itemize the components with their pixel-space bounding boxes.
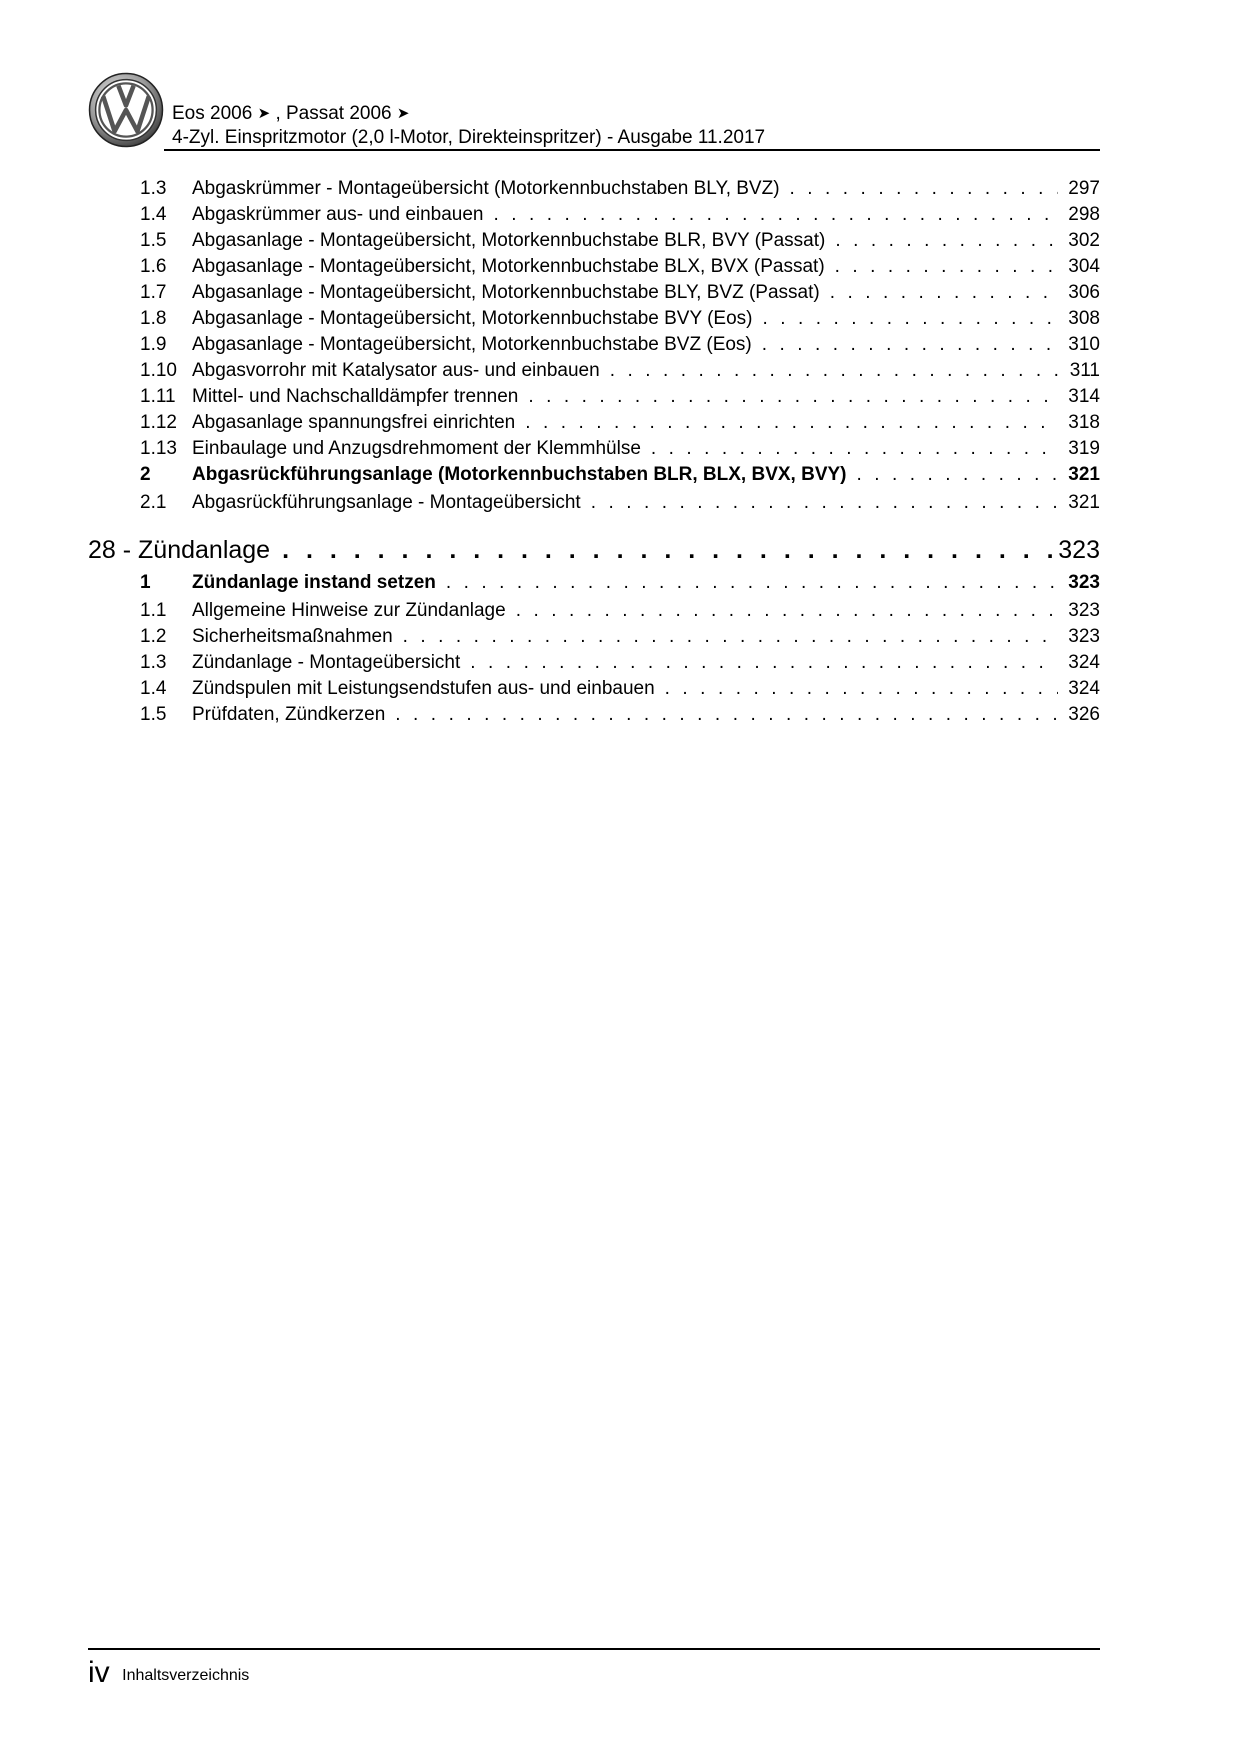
toc-entry[interactable]: 1.12 Abgasanlage spannungsfrei einrichten . . . 318: [88, 410, 1100, 436]
toc-entry[interactable]: 1.6 Abgasanlage - Montageübersicht, Motorkennbuchstabe BLX, BVX (Passat) . . . 304: [88, 254, 1100, 280]
dot-leader: [835, 254, 1058, 280]
dot-leader: [665, 676, 1058, 702]
toc-entry[interactable]: 1.5 Abgasanlage - Montageübersicht, Motorkennbuchstabe BLR, BVY (Passat) . . . 302: [88, 228, 1100, 254]
toc-entry[interactable]: 1.7 Abgasanlage - Montageübersicht, Motorkennbuchstabe BLY, BVZ (Passat) . . . 306: [88, 280, 1100, 306]
toc-entry[interactable]: 1.4 Zündspulen mit Leistungsendstufen aus- und einbauen . . . 324: [88, 676, 1100, 702]
dot-leader: [395, 702, 1058, 728]
toc-entry[interactable]: 1.2 Sicherheitsmaßnahmen . . . 323: [88, 624, 1100, 650]
dot-leader: [830, 280, 1058, 306]
toc-entry[interactable]: 1.11 Mittel- und Nachschalldämpfer trennen . . . 314: [88, 384, 1100, 410]
toc-entry-section[interactable]: 2 Abgasrückführungsanlage (Motorkennbuchstaben BLR, BLX, BVX, BVY) . . . 321: [88, 462, 1100, 490]
toc-entry[interactable]: 1.10 Abgasvorrohr mit Katalysator aus- und einbauen . . . 311: [88, 358, 1100, 384]
header-text: [172, 102, 765, 149]
footer-label: Inhaltsverzeichnis: [122, 1667, 250, 1684]
vw-logo: [88, 72, 164, 148]
dot-leader: [470, 650, 1058, 676]
footer-rule: [88, 1648, 1100, 1650]
table-of-contents: [88, 176, 1100, 728]
page-header: [88, 72, 1100, 152]
toc-entry-section[interactable]: 1 Zündanlage instand setzen . . . 323: [88, 570, 1100, 598]
header-subtitle: 4-Zyl. Einspritzmotor (2,0 l-Motor, Direkteinspritzer) - Ausgabe 11.2017: [172, 127, 766, 148]
dot-leader: [528, 384, 1058, 410]
dot-leader: [525, 410, 1058, 436]
page-footer: [88, 1656, 249, 1690]
toc-entry[interactable]: 1.13 Einbaulage und Anzugsdrehmoment der Klemmhülse . . . 319: [88, 436, 1100, 462]
toc-entry[interactable]: 1.3 Zündanlage - Montageübersicht . . . 324: [88, 650, 1100, 676]
header-models: Eos 2006 ➤ , Passat 2006 ➤: [172, 103, 410, 124]
toc-entry[interactable]: 1.1 Allgemeine Hinweise zur Zündanlage . . . 323: [88, 598, 1100, 624]
arrow-right-icon: ➤: [396, 105, 410, 122]
dot-leader: [516, 598, 1058, 624]
toc-entry[interactable]: 1.3 Abgaskrümmer - Montageübersicht (Motorkennbuchstaben BLY, BVZ) . . . 297: [88, 176, 1100, 202]
dot-leader: [610, 358, 1058, 384]
dot-leader: [282, 530, 1052, 570]
dot-leader: [790, 176, 1058, 202]
dot-leader: [591, 490, 1058, 516]
toc-entry[interactable]: 2.1 Abgasrückführungsanlage - Montageübersicht . . . 321: [88, 490, 1100, 516]
dot-leader: [857, 462, 1058, 488]
dot-leader: [494, 202, 1058, 228]
dot-leader: [835, 228, 1058, 254]
header-rule: [164, 149, 1100, 151]
dot-leader: [762, 306, 1058, 332]
page-number: iv: [88, 1656, 110, 1689]
dot-leader: [651, 436, 1058, 462]
toc-entry[interactable]: 1.9 Abgasanlage - Montageübersicht, Motorkennbuchstabe BVZ (Eos) . . . 310: [88, 332, 1100, 358]
dot-leader: [403, 624, 1058, 650]
dot-leader: [446, 570, 1058, 596]
toc-entry[interactable]: 1.4 Abgaskrümmer aus- und einbauen . . . 298: [88, 202, 1100, 228]
dot-leader: [762, 332, 1058, 358]
toc-chapter[interactable]: 28 - Zündanlage . . . 323: [88, 530, 1100, 570]
toc-entry[interactable]: 1.5 Prüfdaten, Zündkerzen . . . 326: [88, 702, 1100, 728]
arrow-right-icon: ➤: [257, 105, 271, 122]
toc-entry[interactable]: 1.8 Abgasanlage - Montageübersicht, Motorkennbuchstabe BVY (Eos) . . . 308: [88, 306, 1100, 332]
